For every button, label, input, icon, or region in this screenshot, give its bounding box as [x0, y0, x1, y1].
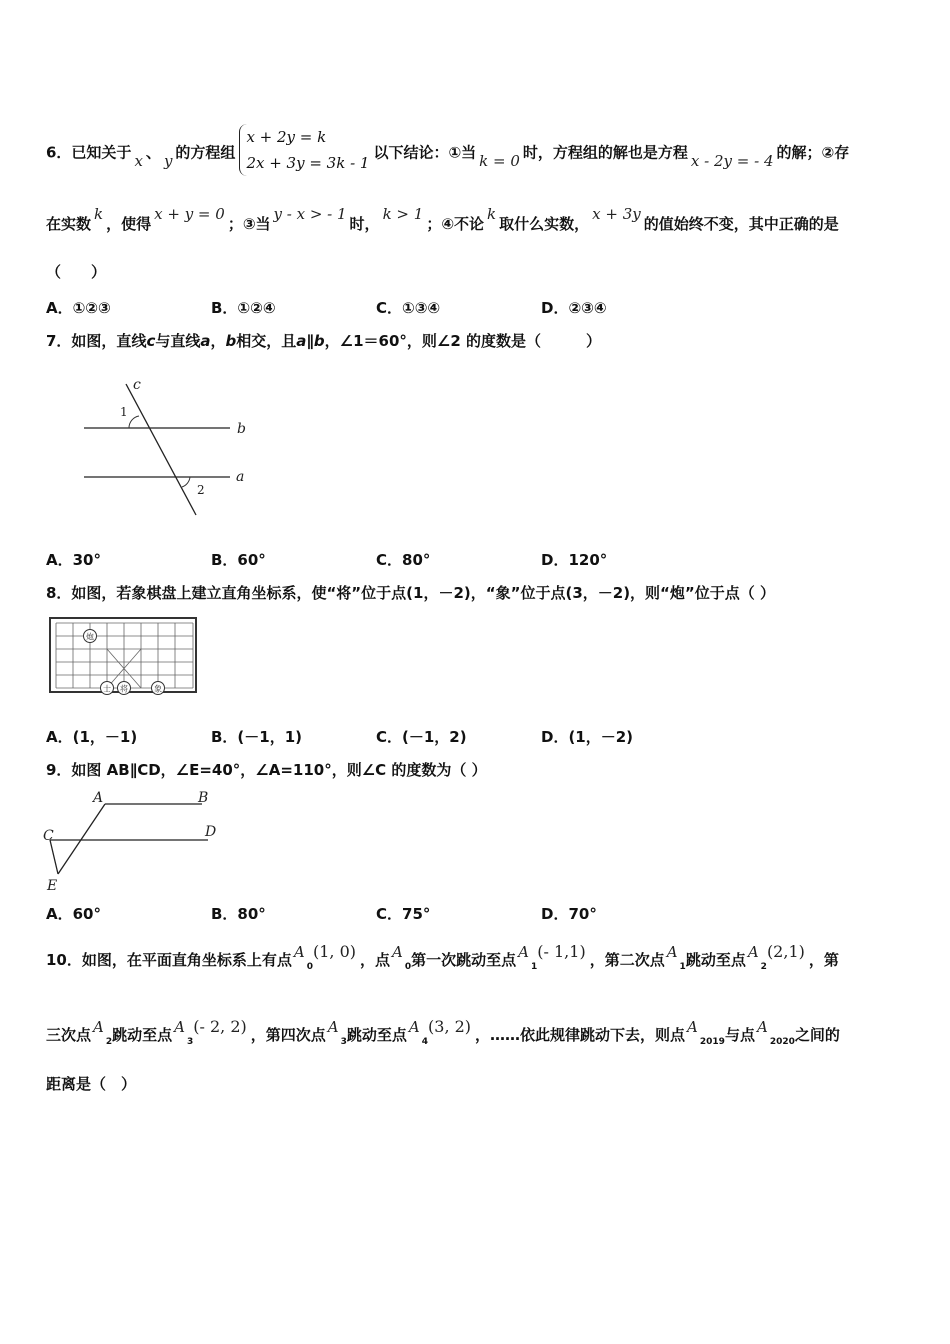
- q8-option-b[interactable]: B．(－1，1): [211, 728, 303, 746]
- label-C: C: [43, 828, 54, 844]
- q8-stem: 8．如图，若象棋盘上建立直角坐标系，使“将”位于点(1，－2)，“象”位于点(3，－2)，则“炮”位于点（ ）: [46, 584, 775, 602]
- label-B: B: [198, 790, 209, 806]
- label-E: E: [47, 878, 58, 894]
- q9-option-c[interactable]: C．75°: [376, 905, 431, 923]
- label-a: a: [236, 469, 245, 485]
- q8-option-c[interactable]: C．(－1，2): [376, 728, 467, 746]
- q6-option-b[interactable]: B．①②④: [211, 299, 276, 317]
- piece-pao-label: 炮: [86, 632, 94, 642]
- q6-equation-system: x + 2y = k 2x + 3y = 3k - 1: [239, 124, 369, 176]
- q7-option-d[interactable]: D．120°: [541, 551, 608, 569]
- q6-option-d[interactable]: D．②③④: [541, 299, 607, 317]
- label-2: 2: [197, 483, 205, 497]
- segment-ce: [50, 840, 58, 874]
- q8-chess-board: [48, 616, 200, 696]
- q7-option-c[interactable]: C．80°: [376, 551, 431, 569]
- label-D: D: [205, 824, 217, 840]
- segment-ae: [58, 804, 105, 874]
- label-1: 1: [120, 405, 128, 419]
- label-b: b: [237, 421, 246, 437]
- q6-answer-paren: （ ）: [46, 263, 107, 281]
- q9-option-a[interactable]: A．60°: [46, 905, 101, 923]
- label-A: A: [93, 790, 104, 806]
- q7-figure: [70, 372, 270, 522]
- q6-line-1: 6．已知关于 x 、 y 的方程组 x + 2y = k 2x + 3y = 3k - 1 以下结论：①当 k = 0 时，方程组的解也是方程 x - 2y = - 4 的解；②存: [46, 127, 849, 179]
- q7-option-b[interactable]: B．60°: [211, 551, 266, 569]
- piece-shi-label: 士: [103, 684, 111, 694]
- board-grid: [56, 623, 193, 688]
- q7-option-a[interactable]: A．30°: [46, 551, 101, 569]
- q7-stem: 7．如图，直线c与直线a，b相交，且a∥b，∠1＝60°，则∠2 的度数是（ ）: [46, 332, 602, 350]
- line-c: [126, 384, 196, 515]
- q9-figure: [40, 788, 225, 898]
- label-c: c: [133, 377, 141, 393]
- q6-option-a[interactable]: A．①②③: [46, 299, 111, 317]
- q8-option-a[interactable]: A．(1，－1): [46, 728, 138, 746]
- piece-jiang-label: 将: [120, 684, 128, 694]
- q6-line-2: 在实数k，使得x + y = 0；③当y - x > - 1时，k > 1；④不论k取什么实数，x + 3y的值始终不变，其中正确的是: [46, 205, 839, 233]
- angle-2-arc: [182, 477, 190, 487]
- piece-xiang-label: 象: [154, 684, 162, 694]
- q9-option-d[interactable]: D．70°: [541, 905, 597, 923]
- q10-line-1: 10．如图，在平面直角坐标系上有点 $A_0(1$, 0) ，点 $A_0$第一次跳动至点 $A_1(-$ 1,1) ，第二次点 $A_1$跳动至点 $A_2(2,1)$ ，第: [46, 942, 839, 972]
- q9-option-b[interactable]: B．80°: [211, 905, 266, 923]
- angle-1-arc: [129, 416, 139, 428]
- board-border: [50, 618, 196, 692]
- q10-line-3: 距离是（ ）: [46, 1075, 137, 1093]
- q9-stem: 9．如图 AB∥CD，∠E=40°，∠A=110°，则∠C 的度数为（ ）: [46, 761, 487, 779]
- q10-line-2: 三次点 $A_2$跳动至点 $A_3(-$ 2, 2) ，第四次点 $A_3$跳动至点 $A_4(3$, 2) ，……依此规律跳动下去，则点 $A_{2019}$与点 $A_{2020}$之间的: [46, 1017, 840, 1047]
- q6-option-c[interactable]: C．①③④: [376, 299, 441, 317]
- q8-option-d[interactable]: D．(1，－2): [541, 728, 634, 746]
